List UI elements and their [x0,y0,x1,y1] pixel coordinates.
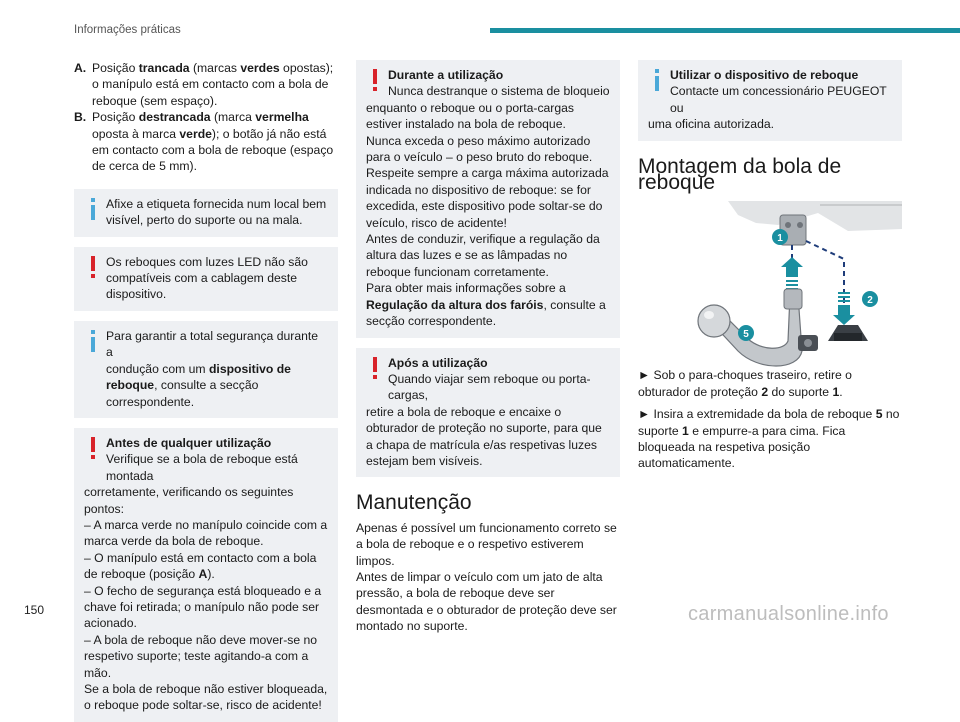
box-title: Após a utilização [388,355,488,370]
box-text: Para garantir a total segurança durante a [106,328,319,360]
page-number: 150 [24,603,45,617]
text-run: ). [207,567,215,582]
bold-run: verdes [240,61,280,75]
box-text: uma oficina autorizada. [648,117,775,132]
bold-run: verde [179,126,212,141]
paragraph: Apenas é possível um funcionamento correto se a bola de reboque e o respetivo estiverem limpos. [356,520,617,568]
warning-icon [370,69,380,93]
tow-ball-diagram [638,201,902,361]
box-text: – A bola de reboque não deve mover-se no respetivo suporte; teste agitando-a com a mão. [84,632,318,680]
box-title: Utilizar o dispositivo de reboque [670,68,859,82]
box-text: – A marca verde no manípulo coincide com a marca verde da bola de reboque. [84,517,328,549]
box-text: – O fecho de segurança está bloqueado e a chave foi retirada; o manípulo não pode ser acionado. [84,583,322,631]
section-heading-mounting: Montagem da bola de reboque [638,154,842,195]
text-run: Posição [92,61,139,75]
info-icon [88,198,98,222]
section-heading-maintenance: Manutenção [356,491,472,515]
box-title: Durante a utilização [388,68,504,82]
box-text: enquanto o reboque ou o porta-cargas estiver instalado na bola de reboque. [366,100,575,132]
column-3 [638,60,902,472]
info-icon [88,330,98,354]
warning-box-before-use [74,428,338,722]
warning-box-after-use [356,348,620,478]
text-run: condução com um [106,361,209,376]
box-text: visível, perto do suporte ou na mala. [106,213,303,228]
list-item-a [74,60,338,109]
text-run: ► Sob o para-choques traseiro, retire o obturador de proteção [638,368,852,399]
box-text: retire a bola de reboque e encaixe o obturador de proteção no suporte, para que a chapa de matrícula e/as respetivas luzes estejam bem visíveis. [366,404,602,468]
header-section-title: Informações práticas [74,24,181,36]
paragraph: Antes de limpar o veículo com um jato de alta pressão, a bola de reboque deve ser desmontada e o obturador de proteção deve ser montado no suporte. [356,569,617,634]
text-run: (marca [210,110,256,125]
box-text: corretamente, verificando os seguintes pontos: [84,485,294,516]
text-run: Posição [92,110,139,125]
svg-text:5: 5 [743,329,749,341]
box-text: Se a bola de reboque não estiver bloqueada, o reboque pode soltar-se, risco de acidente! [84,682,328,713]
tow-ball [698,305,730,337]
step-1 [638,367,902,400]
text-run: Para obter mais informações sobre a [366,281,566,296]
arrow-down-icon [833,305,855,325]
box-text: Nunca exceda o peso máximo autorizado para o veículo – o peso bruto do reboque. [366,133,593,165]
arrow-up-icon [781,257,803,277]
tow-ball-illustration [638,201,902,361]
warning-box-led [74,247,338,311]
info-box-dealer [638,60,902,141]
svg-text:1: 1 [777,233,783,245]
bold-run: vermelha [255,110,309,125]
text-run: . [839,384,843,399]
bold-run: 5 [875,407,883,422]
box-text: Afixe a etiqueta fornecida num local bem [106,196,327,211]
step-2 [638,406,902,472]
warning-icon [370,357,380,381]
text-run: ); o botão já não está em contacto com a bola de reboque (espaço de cerca de 5 mm). [92,126,334,174]
bold-run: dispositivo de reboque [106,361,291,393]
info-icon [652,69,662,93]
svg-text:2: 2 [867,295,873,307]
text-run: – O manípulo está em contacto com a bola de reboque (posição [84,550,317,582]
callout-1 [772,229,788,245]
box-text: Antes de conduzir, verifique a regulação da altura das luzes e se as lâmpadas no reboque funcionam corretamente. [366,232,600,279]
box-text: Nunca destranque o sistema de bloqueio [388,84,610,99]
warning-icon [88,256,98,280]
info-box-label [74,189,338,237]
text-run: no suporte [638,407,900,438]
warning-icon [88,437,98,461]
box-text: Respeite sempre a carga máxima autorizada indicada no dispositivo de reboque: se for excedida, este dispositivo pode soltar-se do veículo, risco de acidente! [366,166,609,230]
text-run: (marcas [189,61,241,75]
text-run: opostas); o manípulo está em contacto com a bola de reboque (sem espaço). [92,61,334,108]
bold-run: Regulação da altura dos faróis [366,297,544,312]
bold-run: 2 [761,384,769,399]
box-text: compatíveis com a cablagem deste dispositivo. [106,271,298,302]
text-run: , consulte a secção correspondente. [366,297,606,329]
list-label: B. [74,110,87,125]
text-run: e empurre-a para cima. Fica bloqueada na respetiva posição automaticamente. [638,423,846,471]
box-text: Verifique se a bola de reboque está montada [106,452,298,483]
bold-run: A [198,567,208,582]
info-box-safety [74,321,338,418]
box-text: Quando viajar sem reboque ou porta-cargas, [388,371,591,403]
callout-2 [862,291,878,307]
column-2 [356,60,620,635]
bold-run: 1 [682,423,689,438]
list-label: A. [74,61,87,75]
warning-box-during-use [356,60,620,338]
box-title: Antes de qualquer utilização [106,435,272,450]
bold-run: 1 [832,384,840,399]
bold-run: destrancada [138,110,211,125]
text-run: , consulte a secção correspondente. [106,378,259,409]
box-text: Contacte um concessionário PEUGEOT ou [670,84,887,115]
list-item-b [74,109,338,175]
column-1 [74,60,338,722]
header-accent-bar [490,28,960,33]
callout-5 [738,325,754,341]
text-run: oposta à marca [92,126,180,141]
watermark: carmanualsonline.info [688,603,889,625]
text-run: do suporte [768,384,833,399]
mounting-steps [638,367,902,471]
bold-run: trancada [138,61,190,75]
box-text: Os reboques com luzes LED não são [106,254,308,269]
text-run: ► Insira a extremidade da bola de reboque [638,407,876,422]
